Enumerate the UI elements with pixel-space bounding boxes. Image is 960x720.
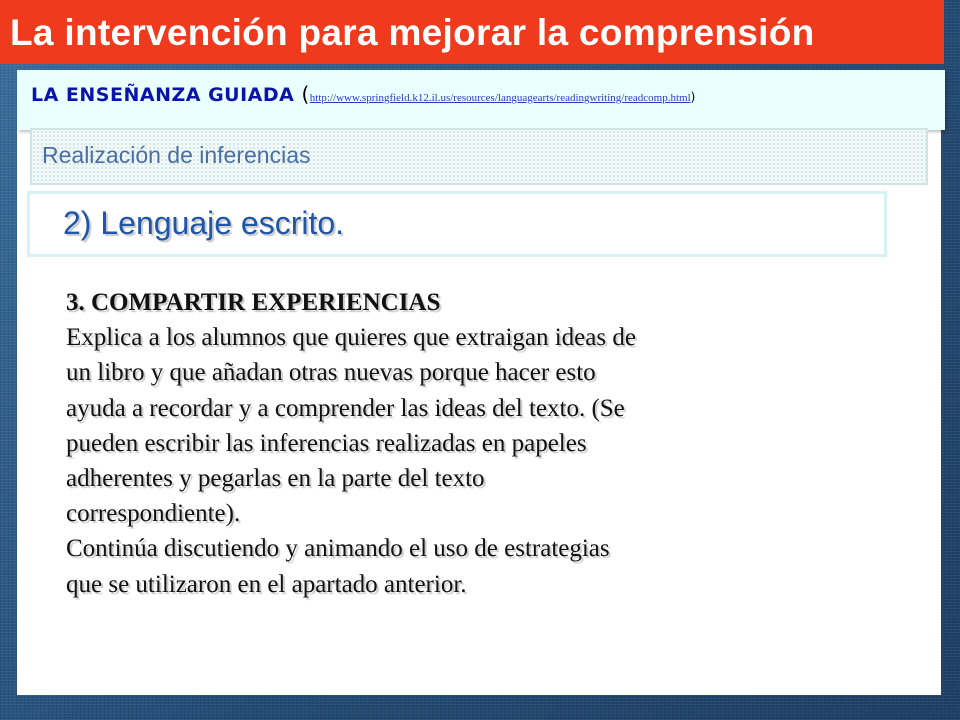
body-line: Continúa discutiendo y animando el uso de estrategias [66, 535, 610, 563]
section-box [27, 191, 887, 257]
body-line: adherentes y pegarlas en la parte del texto [66, 465, 485, 493]
body-heading: 3. COMPARTIR EXPERIENCIAS [66, 289, 441, 316]
body-line: un libro y que añadan otras nuevas porque hacer esto [66, 359, 596, 387]
subtopic-text: Realización de inferencias [42, 142, 311, 168]
source-link[interactable]: http://www.springfield.k12.il.us/resources/languagearts/readingwriting/readcomp.html [309, 92, 691, 104]
body-line: correspondiente). [66, 500, 241, 528]
title-bar [0, 0, 944, 64]
body-text [66, 285, 826, 602]
body-line: ayuda a recordar y a comprender las ideas del texto. (Se [66, 394, 625, 422]
guided-teaching-heading [31, 82, 696, 106]
body-line: Explica a los alumnos que quieres que extraigan ideas de [66, 324, 636, 352]
guided-teaching-label: LA ENSEÑANZA GUIADA [31, 84, 295, 106]
body-line: pueden escribir las inferencias realizadas en papeles [66, 429, 587, 457]
section-heading: 2) Lenguaje escrito. [63, 205, 345, 241]
slide-title: La intervención para mejorar la comprensión [10, 12, 815, 53]
guided-teaching-bar [17, 70, 945, 130]
open-paren: ( [301, 82, 310, 106]
subtopic-box [30, 128, 928, 185]
close-paren: ) [690, 90, 696, 104]
body-line: que se utilizaron en el apartado anterior. [66, 570, 467, 598]
